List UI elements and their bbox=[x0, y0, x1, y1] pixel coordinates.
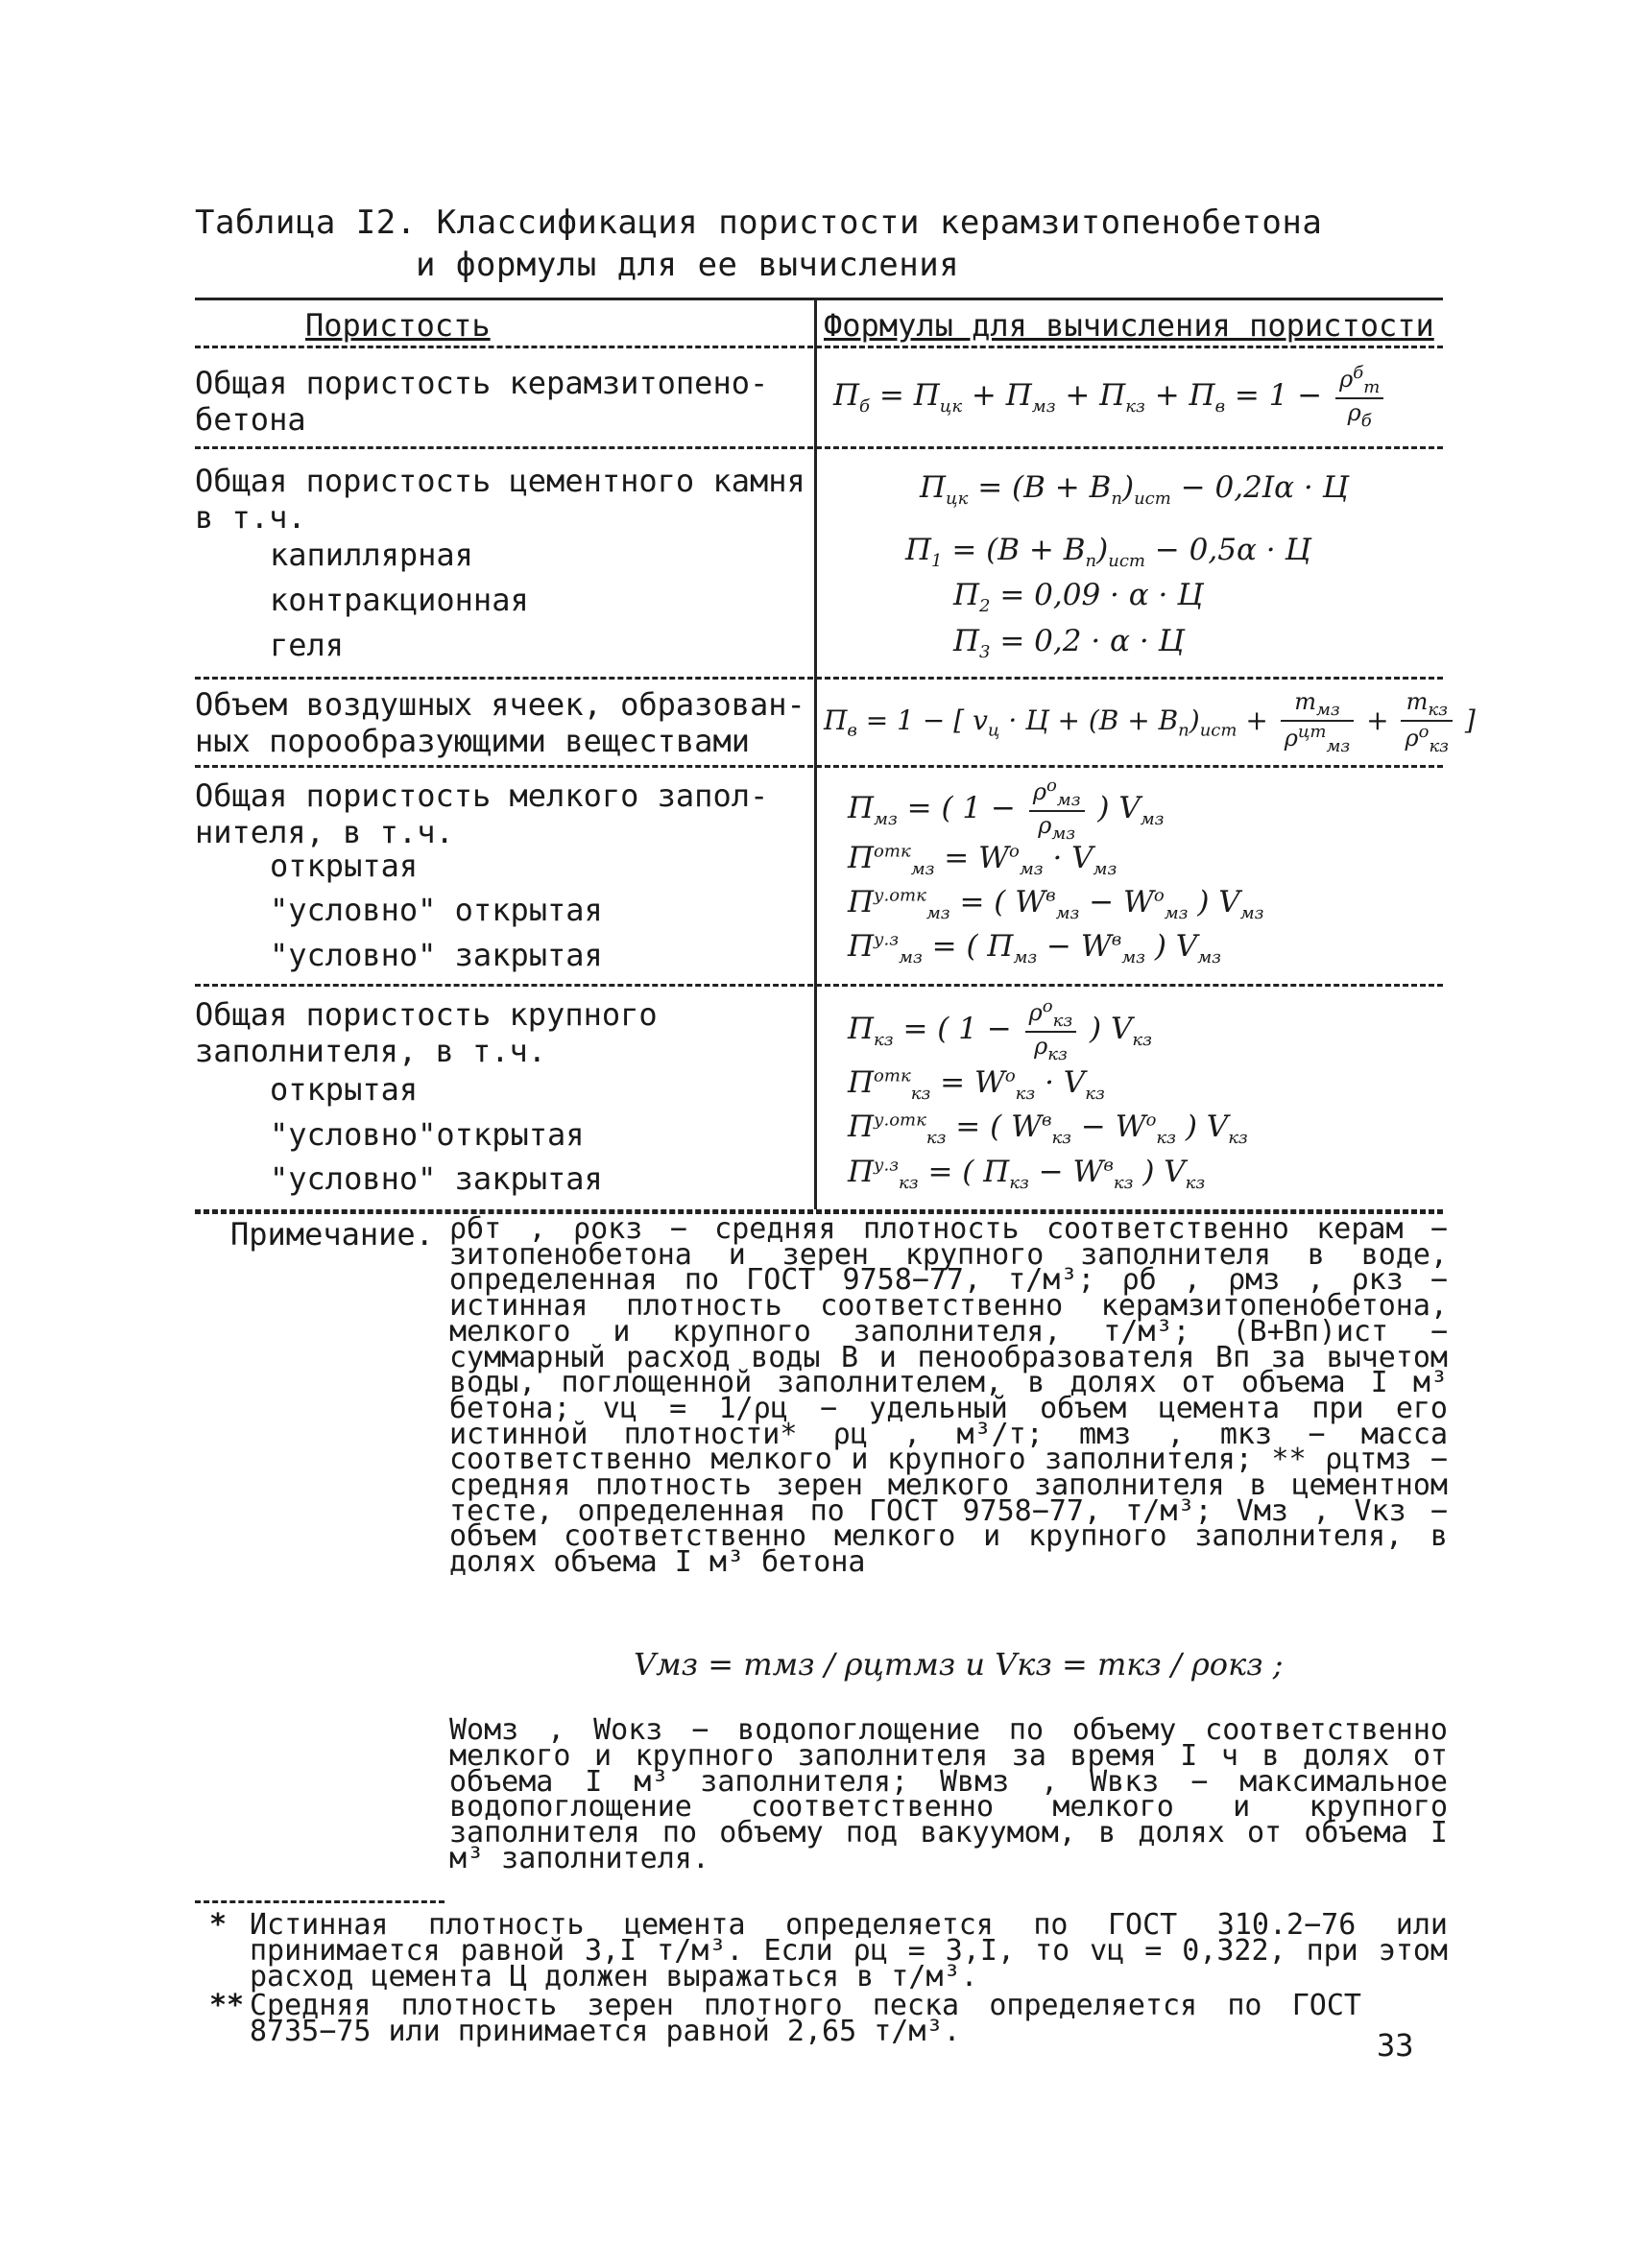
note-volume-formula: Vмз = mмз / ρцтмз и Vкз = mкз / ρокз ; bbox=[634, 1646, 1284, 1683]
column-header-porosity: Пористость bbox=[305, 307, 491, 344]
page-number: 33 bbox=[1377, 2027, 1414, 2064]
row-label-total-porosity: Общая пористость керамзитопено- бетона bbox=[195, 365, 769, 438]
note-label: Примечание. bbox=[230, 1216, 434, 1253]
formula-coarse-cond-open: $П^{у.отк}_{кз}$ = ( $W^в_{кз} - W^о_{кз}$ ) $V_{кз}$ bbox=[848, 1110, 1248, 1149]
row-label-capillary: капиллярная bbox=[270, 537, 473, 573]
formula-fine-cond-closed: $П^{у.з}_{мз}$ = ( $П_{мз} - W^в_{мз}$ ) $V_{мз}$ bbox=[848, 929, 1221, 968]
footnote-2-text: Средняя плотность зерен плотного песка определяется по ГОСТ 8735−75 или принимается равной 2,65 т/м³. bbox=[250, 1989, 1361, 2048]
row-label-fine-aggregate: Общая пористость мелкого запол- нителя, в т.ч. bbox=[195, 777, 769, 850]
formula-coarse-cond-closed: $П^{у.з}_{кз}$ = ( $П_{кз} - W^в_{кз}$ ) $V_{кз}$ bbox=[848, 1155, 1206, 1194]
caption-line-2: и формулы для ее вычисления bbox=[416, 246, 960, 284]
row-label-coarse-aggregate: Общая пористость крупного заполнителя, в т.ч. bbox=[195, 996, 658, 1069]
note-text-continued: Wомз , Wокз − водопоглощение по объему соответственно мелкого и крупного заполнителя за время I ч в долях от объема I м³ заполнителя; Wвмз , Wвкз − максимальное водопоглощение соответственно мелкого и крупного заполнителя по объему под вакуумом, в долях от объема I м³ заполнителя. bbox=[449, 1713, 1448, 1875]
formula-cement-stone: $П_{цк} = (В + В_п)_{ист} - 0,2I\alpha \cdot Ц$ bbox=[920, 470, 1349, 510]
table-caption bbox=[195, 202, 1443, 286]
row-label-coarse-cond-closed: "условно" закрытая bbox=[270, 1160, 603, 1197]
formula-total-porosity: $П_б = П_{цк} + П_{мз} + П_{кз} + П_в = 1$ − $\frac{\rho^б_т}{\rho_б}$ bbox=[833, 363, 1387, 431]
row-label-air-cells: Объем воздушных ячеек, образован- ных порообразующими веществами bbox=[195, 686, 805, 759]
formula-coarse-open: $П^{отк}_{кз} = W^о_{кз} \cdot V_{кз}$ bbox=[848, 1065, 1105, 1105]
row-label-fine-cond-open: "условно" открытая bbox=[270, 892, 603, 928]
formula-capillary: $П_1 = (В + В_п)_{ист} - 0,5\alpha \cdot Ц$ bbox=[905, 533, 1311, 572]
row-label-fine-open: открытая bbox=[270, 848, 419, 884]
footnote-1-text: Истинная плотность цемента определяется по ГОСТ 310.2−76 или принимается равной 3,I т/м³. Если ρц = 3,I, то vц = 0,322, при этом расход цемента Ц должен выражаться в т/м³. bbox=[250, 1908, 1448, 1993]
formula-fine-open: $П^{отк}_{мз} = W^о_{мз} \cdot V_{мз}$ bbox=[848, 841, 1117, 880]
row-label-coarse-cond-open: "условно"открытая bbox=[270, 1116, 585, 1153]
formula-air-cells: $П_в = 1$ − [ $v_ц \cdot Ц + (В + В_п)_{ист}$ + $\frac{m_{мз}}{\rho^{цт}_{мз}}$ + $\frac{m_{кз}}{\rho^о_{кз}}$ ] bbox=[824, 688, 1476, 756]
formula-gel: $П_3 = 0,2 \cdot \alpha \cdot Ц$ bbox=[953, 624, 1185, 663]
row-label-gel: геля bbox=[270, 627, 345, 663]
footnote-2-mark: ** bbox=[209, 1989, 245, 2022]
footnote-1 bbox=[209, 1908, 1448, 1993]
row-label-coarse-open: открытая bbox=[270, 1071, 419, 1108]
caption-line-1: Таблица I2. Классификация пористости керамзитопенобетона bbox=[195, 203, 1323, 242]
row-label-fine-cond-closed: "условно" закрытая bbox=[270, 937, 603, 973]
column-header-formulas: Формулы для вычисления пористости bbox=[824, 307, 1434, 344]
note-text: ρбт , ρокз − средняя плотность соответственно керам − зитопенобетона и зерен крупного заполнителя в воде, определенная по ГОСТ 9758−77, т/м³; ρб , ρмз , ρкз − истинная плотность соответственно керамзитопенобетона, мелкого и крупного заполнителя, т/м³; (В+Вп)ист − суммарный расход воды В и пенообразователя Вп за вычетом воды, поглощенной заполнителем, в долях от объема I м³ бетона; vц = 1/ρц − удельный объем цемента при его истинной плотности* ρц , м³/т; mмз , mкз − масса соответственно мелкого и крупного заполнителя; ** ρцтмз − средняя плотность зерен мелкого заполнителя в цементном тесте, определенная по ГОСТ 9758−77, т/м³; Vмз , Vкз − объем соответственно мелкого и крупного заполнителя, в долях объема I м³ бетона bbox=[449, 1212, 1448, 1580]
row-label-contraction: контракционная bbox=[270, 582, 529, 618]
formula-fine-cond-open: $П^{у.отк}_{мз}$ = ( $W^в_{мз} - W^о_{мз}$ ) $V_{мз}$ bbox=[848, 885, 1264, 924]
formula-coarse-aggregate: $П_{кз}$ = ( 1 − $\frac{\rho^о_{кз}}{\rho_{кз}}$ ) $V_{кз}$ bbox=[848, 996, 1152, 1064]
row-label-cement-stone: Общая пористость цементного камня в т.ч. bbox=[195, 463, 805, 536]
formula-fine-aggregate: $П_{мз}$ = ( 1 − $\frac{\rho^о_{мз}}{\rho_{мз}}$ ) $V_{мз}$ bbox=[848, 776, 1165, 844]
footnote-1-mark: * bbox=[209, 1908, 228, 1942]
formula-contraction: $П_2 = 0,09 \cdot \alpha \cdot Ц$ bbox=[953, 578, 1204, 617]
footnote-2 bbox=[209, 1989, 1361, 2048]
